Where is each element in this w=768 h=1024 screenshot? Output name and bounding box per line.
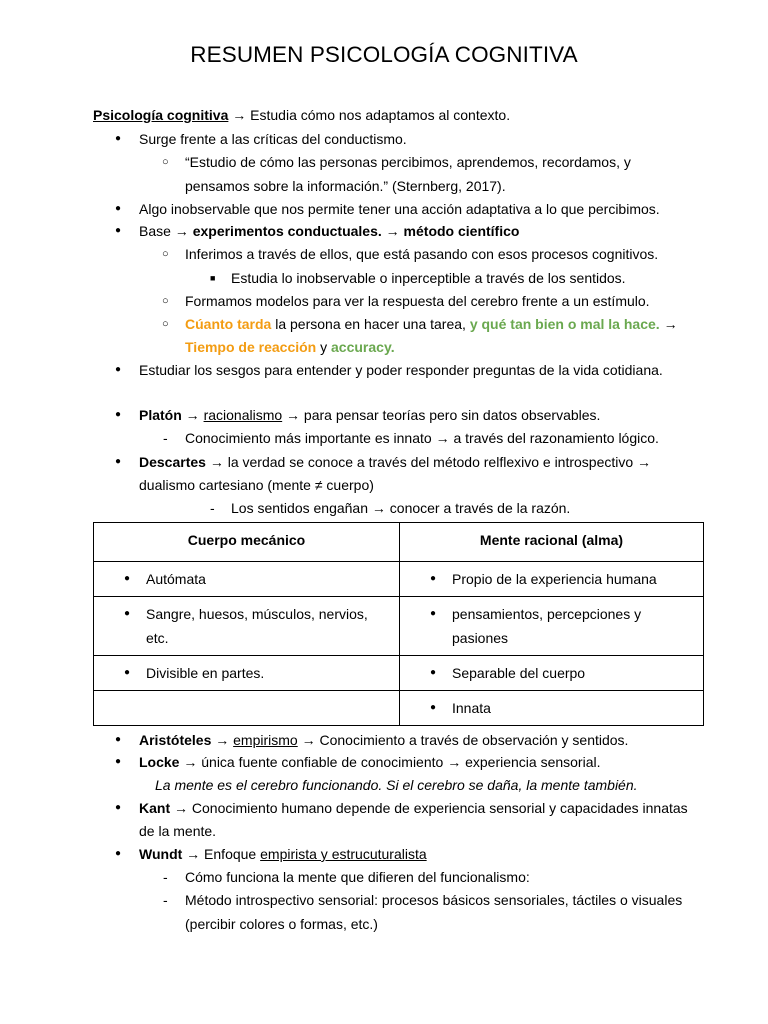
philosopher-name: Kant	[139, 800, 171, 816]
bullet-icon: ●	[124, 667, 131, 678]
arrow: →	[663, 316, 678, 332]
cell-text: Divisible en partes.	[146, 665, 265, 681]
list-item: Conocimiento más importante es innato → a través del razonamiento lógico.	[185, 430, 659, 446]
philosopher-name: Wundt	[139, 846, 183, 862]
text: → para pensar teorías pero sin datos observables.	[286, 407, 601, 423]
cell-text	[146, 691, 399, 725]
section-heading: Psicología cognitiva	[93, 107, 229, 123]
table-cell	[400, 656, 704, 691]
intro-text: → Estudia cómo nos adaptamos al contexto.	[232, 107, 511, 123]
bullet-icon: ●	[115, 734, 122, 745]
list-item: Cómo funciona la mente que difieren del funcionalismo:	[185, 869, 530, 885]
bullet-icon: ●	[430, 608, 437, 619]
list-item-continued	[185, 337, 395, 357]
bullet-icon: ●	[115, 364, 122, 375]
bullet-icon: ●	[124, 573, 131, 584]
list-item: “Estudio de cómo las personas percibimos, aprendemos, recordamos, y	[185, 154, 631, 170]
list-item-locke	[139, 752, 601, 772]
dash-bullet-icon: -	[163, 430, 168, 446]
concept-link: empirismo	[233, 732, 298, 748]
cell-text: Innata	[452, 700, 491, 716]
highlight-green: accuracy.	[331, 339, 395, 355]
cell-text: Separable del cuerpo	[452, 665, 586, 681]
philosopher-name: Locke	[139, 754, 180, 770]
list-item-continued: (percibir colores o formas, etc.)	[185, 916, 378, 932]
bullet-icon: ●	[115, 456, 122, 467]
philosopher-name: Descartes	[139, 454, 206, 470]
bullet-icon: ●	[430, 702, 437, 713]
text-bold: experimentos conductuales.	[192, 223, 382, 239]
quote-text: La mente es el cerebro funcionando. Si el cerebro se daña, la mente también.	[155, 777, 638, 793]
header-right: Mente racional (alma)	[479, 532, 624, 548]
list-item: Estudiar los sesgos para entender y poder responder preguntas de la vida cotidiana.	[139, 362, 663, 378]
bullet-icon: ●	[115, 848, 122, 859]
list-item-kant	[139, 798, 688, 818]
concept-link: empirista y estrucuturalista	[260, 846, 427, 862]
circle-bullet-icon: ○	[162, 248, 169, 260]
text: y	[320, 339, 328, 355]
text: la persona en hacer una tarea,	[275, 316, 466, 332]
highlight-orange: Cúanto tarda	[185, 316, 272, 332]
dash-bullet-icon: -	[163, 892, 168, 908]
table-cell	[400, 562, 704, 597]
bullet-icon: ●	[430, 667, 437, 678]
circle-bullet-icon: ○	[162, 295, 169, 307]
header-left: Cuerpo mecánico	[187, 532, 306, 548]
list-item: Algo inobservable que nos permite tener una acción adaptativa a lo que percibimos.	[139, 201, 660, 217]
highlight-green: y qué tan bien o mal la hace.	[469, 316, 660, 332]
list-item-continued: de la mente.	[139, 823, 217, 839]
text: → Enfoque	[186, 846, 257, 862]
table-cell	[400, 691, 704, 726]
list-item: Estudia lo inobservable o inperceptible a través de los sentidos.	[231, 270, 626, 286]
square-bullet-icon: ■	[210, 273, 216, 283]
bullet-icon: ●	[115, 133, 122, 144]
intro-line	[93, 105, 510, 125]
list-item-aristoteles	[139, 730, 628, 750]
arrow: →	[215, 732, 230, 748]
table-row	[94, 562, 704, 597]
bullet-icon: ●	[115, 802, 122, 813]
table-row	[94, 656, 704, 691]
bullet-icon: ●	[124, 608, 131, 619]
philosopher-name: Aristóteles	[139, 732, 212, 748]
bullet-icon: ●	[430, 573, 437, 584]
text: → la verdad se conoce a través del método relflexivo e introspectivo →	[209, 454, 652, 470]
bullet-icon: ●	[115, 225, 122, 236]
list-item: Formamos modelos para ver la respuesta del cerebro frente a un estímulo.	[185, 293, 650, 309]
concept-link: racionalismo	[203, 407, 283, 423]
bullet-icon: ●	[115, 409, 122, 420]
table-header-row	[94, 523, 704, 562]
list-item: Surge frente a las críticas del conductismo.	[139, 131, 407, 147]
arrow: →	[385, 223, 400, 239]
list-item-descartes	[139, 452, 651, 472]
philosopher-name: Platón	[139, 407, 182, 423]
table-cell	[400, 597, 704, 656]
list-item: Inferimos a través de ellos, que está pasando con esos procesos cognitivos.	[185, 246, 659, 262]
highlight-orange: Tiempo de reacción	[185, 339, 317, 355]
list-item-platon	[139, 405, 600, 425]
list-item-wundt	[139, 844, 427, 864]
table-row	[94, 691, 704, 726]
list-item: Método introspectivo sensorial: procesos básicos sensoriales, táctiles o visuales	[185, 892, 683, 908]
table-row	[94, 597, 704, 656]
table-cell	[94, 656, 400, 691]
cell-text: Sangre, huesos, músculos, nervios, etc.	[146, 606, 368, 646]
text: → Conocimiento a través de observación y sentidos.	[301, 732, 629, 748]
text: → Conocimiento humano depende de experiencia sensorial y capacidades innatas	[174, 800, 688, 816]
cell-text: Propio de la experiencia humana	[452, 571, 657, 587]
cell-text: Autómata	[146, 571, 206, 587]
table-header-cell	[400, 523, 704, 562]
table-cell	[94, 597, 400, 656]
table-header-cell	[94, 523, 400, 562]
list-item: Los sentidos engañan → conocer a través de la razón.	[231, 500, 571, 516]
text: Base →	[139, 223, 189, 239]
circle-bullet-icon: ○	[162, 156, 169, 168]
list-item	[139, 221, 519, 241]
circle-bullet-icon: ○	[162, 318, 169, 330]
document-title: RESUMEN PSICOLOGÍA COGNITIVA	[190, 42, 578, 67]
dualism-table	[93, 522, 704, 726]
text-bold: método científico	[403, 223, 520, 239]
arrow: →	[185, 407, 200, 423]
dash-bullet-icon: -	[210, 500, 215, 516]
table-cell	[94, 691, 400, 726]
list-item-continued: dualismo cartesiano (mente ≠ cuerpo)	[139, 477, 374, 493]
text: → única fuente confiable de conocimiento → experiencia sensorial.	[183, 754, 601, 770]
table-cell	[94, 562, 400, 597]
cell-text: pensamientos, percepciones y pasiones	[452, 606, 642, 646]
list-item	[185, 314, 678, 334]
dash-bullet-icon: -	[163, 869, 168, 885]
list-item-continued: pensamos sobre la información.” (Sternberg, 2017).	[185, 178, 506, 194]
bullet-icon: ●	[115, 756, 122, 767]
bullet-icon: ●	[115, 203, 122, 214]
